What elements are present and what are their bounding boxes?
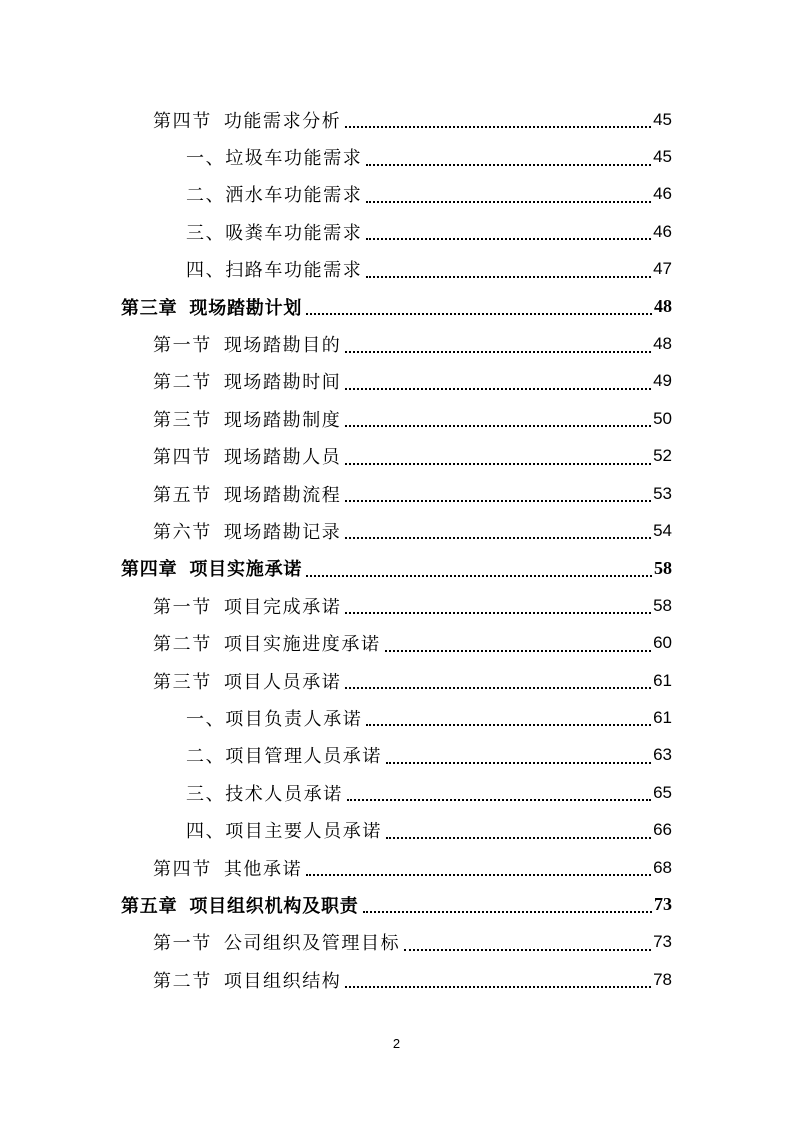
- dot-leader: [366, 275, 651, 278]
- toc-entry-label: [153, 668, 341, 694]
- toc-chapter-entry[interactable]: [0, 886, 793, 923]
- toc-entry-label: [153, 929, 400, 955]
- toc-entry-label: [186, 780, 343, 806]
- toc-entry-number: 第二节: [153, 970, 212, 992]
- toc-subsection-entry[interactable]: [0, 251, 793, 288]
- toc-entry-title: 其他承诺: [223, 858, 303, 880]
- toc-entry-number: 第六节: [153, 521, 212, 543]
- toc-entry-number: 一、: [186, 148, 226, 170]
- toc-entry-number: 第四节: [153, 858, 212, 880]
- toc-entry-number: 第二节: [153, 372, 212, 394]
- toc-entry-number: 第四章: [121, 559, 178, 581]
- dot-leader: [345, 387, 651, 390]
- toc-entry-title: 扫路车功能需求: [225, 260, 363, 282]
- toc-entry-page: 45: [653, 147, 672, 167]
- toc-entry-page: 73: [654, 894, 672, 915]
- toc-entry-number: 二、: [186, 746, 226, 768]
- toc-entry-title: 现场踏勘人员: [223, 447, 342, 469]
- toc-entry-page: 68: [653, 857, 672, 877]
- toc-entry-page: 48: [654, 296, 672, 317]
- toc-section-entry[interactable]: [0, 961, 793, 998]
- toc-entry-page: 46: [653, 221, 672, 241]
- toc-entry-number: 三、: [186, 783, 226, 805]
- toc-section-entry[interactable]: [0, 400, 793, 437]
- toc-entry-label: [153, 443, 341, 469]
- toc-entry-number: 第三章: [121, 297, 178, 319]
- toc-subsection-entry[interactable]: [0, 774, 793, 811]
- toc-section-entry[interactable]: [0, 624, 793, 661]
- toc-entry-label: [153, 630, 381, 656]
- toc-entry-number: 第三节: [153, 671, 212, 693]
- toc-section-entry[interactable]: [0, 662, 793, 699]
- toc-entry-page: 63: [653, 745, 672, 765]
- dot-leader: [386, 836, 651, 839]
- toc-entry-label: [186, 742, 382, 768]
- toc-entry-page: 65: [653, 782, 672, 802]
- toc-entry-number: 第四节: [153, 447, 212, 469]
- toc-entry-label: [186, 144, 362, 170]
- dot-leader: [345, 985, 651, 988]
- toc-entry-title: 功能需求分析: [223, 110, 342, 132]
- toc-entry-title: 项目负责人承诺: [225, 708, 363, 730]
- toc-entry-page: 73: [653, 932, 672, 952]
- toc-entry-number: 第一节: [153, 596, 212, 618]
- toc-entry-title: 公司组织及管理目标: [223, 933, 401, 955]
- toc-entry-page: 78: [653, 969, 672, 989]
- dot-leader: [404, 948, 651, 951]
- dot-leader: [385, 649, 651, 652]
- toc-entry-title: 项目组织结构: [223, 970, 342, 992]
- dot-leader: [345, 499, 651, 502]
- toc-section-entry[interactable]: [0, 587, 793, 624]
- toc-entry-page: 66: [653, 820, 672, 840]
- dot-leader: [306, 574, 652, 577]
- page-number: 2: [392, 1036, 401, 1051]
- toc-entry-page: 49: [653, 371, 672, 391]
- toc-entry-page: 54: [653, 520, 672, 540]
- dot-leader: [345, 536, 651, 539]
- dot-leader: [366, 200, 651, 203]
- dot-leader: [345, 424, 651, 427]
- toc-entry-label: [153, 518, 341, 544]
- toc-entry-number: 第一节: [153, 933, 212, 955]
- toc-section-entry[interactable]: [0, 512, 793, 549]
- toc-section-entry[interactable]: [0, 475, 793, 512]
- toc-entry-title: 洒水车功能需求: [225, 185, 363, 207]
- toc-entry-label: [153, 406, 341, 432]
- toc-section-entry[interactable]: [0, 101, 793, 138]
- toc-subsection-entry[interactable]: [0, 811, 793, 848]
- toc-entry-page: 58: [654, 557, 672, 578]
- dot-leader: [306, 312, 652, 315]
- toc-subsection-entry[interactable]: [0, 737, 793, 774]
- toc-entry-number: 第五章: [121, 895, 178, 917]
- toc-subsection-entry[interactable]: [0, 213, 793, 250]
- toc-entry-label: [186, 219, 362, 245]
- dot-leader: [345, 350, 651, 353]
- toc-entry-title: 现场踏勘目的: [223, 335, 342, 357]
- toc-entry-label: [153, 368, 341, 394]
- toc-entry-page: 58: [653, 595, 672, 615]
- toc-chapter-entry[interactable]: [0, 550, 793, 587]
- dot-leader: [345, 125, 651, 128]
- toc-entry-title: 项目主要人员承诺: [225, 821, 383, 843]
- toc-entry-page: 60: [653, 633, 672, 653]
- dot-leader: [306, 873, 651, 876]
- toc-entry-title: 项目实施进度承诺: [223, 634, 381, 656]
- toc-entry-title: 现场踏勘计划: [189, 297, 303, 319]
- toc-entry-label: [153, 967, 341, 993]
- toc-entry-label: [153, 593, 341, 619]
- dot-leader: [345, 686, 651, 689]
- toc-entry-title: 项目完成承诺: [223, 596, 342, 618]
- toc-entry-number: 第一节: [153, 335, 212, 357]
- toc-entry-label: [153, 481, 341, 507]
- toc-entry-title: 项目人员承诺: [223, 671, 342, 693]
- toc-entry-label: [121, 892, 359, 918]
- toc-subsection-entry[interactable]: [0, 138, 793, 175]
- toc-entry-label: [186, 256, 362, 282]
- toc-entry-title: 吸粪车功能需求: [225, 222, 363, 244]
- toc-entry-title: 现场踏勘记录: [223, 521, 342, 543]
- toc-entry-page: 46: [653, 184, 672, 204]
- toc-section-entry[interactable]: [0, 363, 793, 400]
- toc-entry-page: 45: [653, 109, 672, 129]
- toc-entry-label: [186, 705, 362, 731]
- dot-leader: [345, 611, 651, 614]
- toc-section-entry[interactable]: [0, 924, 793, 961]
- toc-subsection-entry[interactable]: [0, 176, 793, 213]
- toc-entry-label: [186, 817, 382, 843]
- toc-entry-page: 47: [653, 259, 672, 279]
- toc-entry-title: 现场踏勘制度: [223, 409, 342, 431]
- toc-entry-title: 技术人员承诺: [225, 783, 343, 805]
- toc-entry-label: [153, 107, 341, 133]
- toc-chapter-entry[interactable]: [0, 288, 793, 325]
- toc-entry-number: 三、: [186, 222, 226, 244]
- toc-entry-number: 第五节: [153, 484, 212, 506]
- toc-entry-page: 61: [653, 707, 672, 727]
- toc-entry-number: 第二节: [153, 634, 212, 656]
- toc-entry-page: 48: [653, 334, 672, 354]
- toc-entry-label: [153, 331, 341, 357]
- toc-entry-page: 50: [653, 408, 672, 428]
- toc-entry-number: 四、: [186, 260, 226, 282]
- toc-entry-page: 52: [653, 446, 672, 466]
- toc-entry-page: 53: [653, 483, 672, 503]
- toc-entry-title: 垃圾车功能需求: [225, 148, 363, 170]
- dot-leader: [366, 163, 651, 166]
- dot-leader: [345, 462, 651, 465]
- toc-section-entry[interactable]: [0, 325, 793, 362]
- dot-leader: [386, 761, 651, 764]
- toc-entry-label: [153, 855, 302, 881]
- dot-leader: [347, 798, 651, 801]
- toc-entry-number: 第三节: [153, 409, 212, 431]
- toc-entry-title: 现场踏勘时间: [223, 372, 342, 394]
- toc-section-entry[interactable]: [0, 438, 793, 475]
- toc-entry-number: 二、: [186, 185, 226, 207]
- toc-entry-title: 项目组织机构及职责: [189, 895, 359, 917]
- toc-subsection-entry[interactable]: [0, 699, 793, 736]
- toc-entry-title: 项目管理人员承诺: [225, 746, 383, 768]
- dot-leader: [363, 910, 652, 913]
- toc-entry-title: 项目实施承诺: [189, 559, 303, 581]
- toc-entry-label: [121, 294, 302, 320]
- table-of-contents: [0, 101, 793, 998]
- toc-entry-title: 现场踏勘流程: [223, 484, 342, 506]
- dot-leader: [366, 723, 651, 726]
- toc-entry-number: 一、: [186, 708, 226, 730]
- toc-section-entry[interactable]: [0, 849, 793, 886]
- toc-entry-label: [186, 181, 362, 207]
- dot-leader: [366, 237, 651, 240]
- toc-entry-number: 第四节: [153, 110, 212, 132]
- toc-entry-label: [121, 555, 302, 581]
- toc-entry-page: 61: [653, 670, 672, 690]
- toc-entry-number: 四、: [186, 821, 226, 843]
